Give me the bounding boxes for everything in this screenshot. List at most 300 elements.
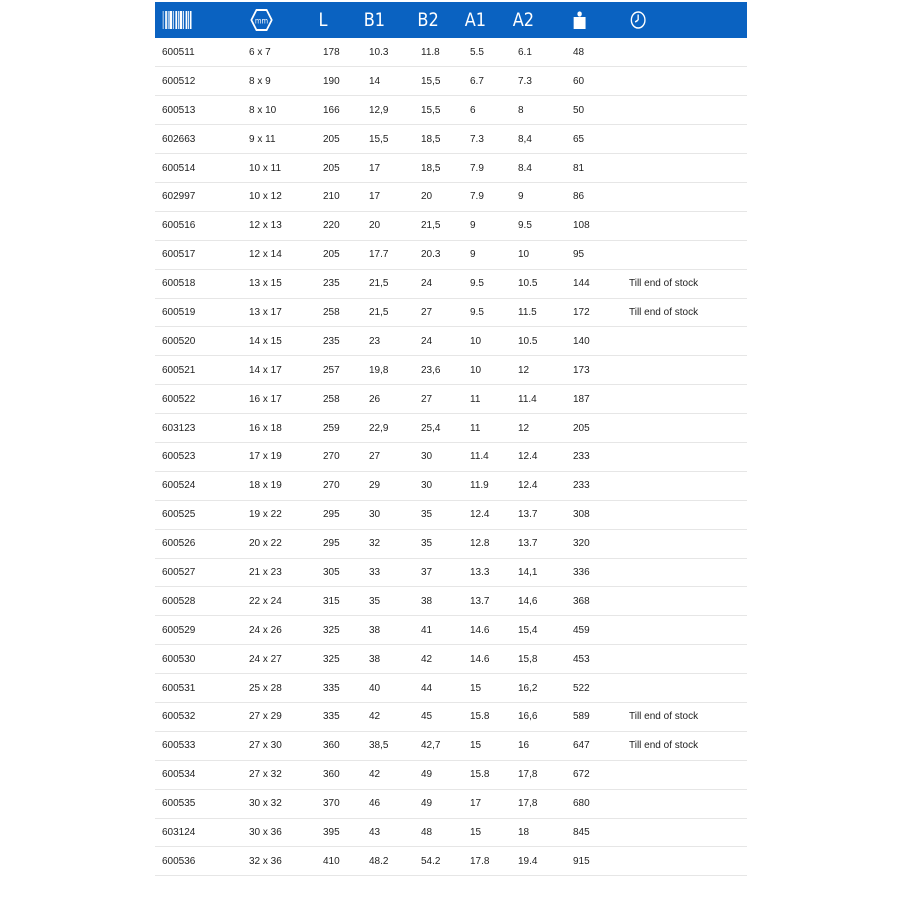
cell-article-number: 600532 — [162, 711, 196, 723]
cell-a1: 10 — [470, 364, 482, 376]
cell-a1: 11 — [470, 422, 481, 434]
cell-b2: 37 — [421, 566, 433, 578]
cell-a2: 10.5 — [518, 335, 538, 347]
cell-b2: 21,5 — [421, 220, 441, 232]
cell-b1: 17 — [369, 191, 381, 203]
cell-availability — [622, 96, 747, 125]
cell-l: 325 — [323, 624, 340, 636]
cell-weight: 187 — [573, 393, 590, 405]
cell-a1: 11.9 — [470, 480, 489, 492]
cell-b2: 44 — [421, 682, 433, 694]
cell-article-number: 600511 — [162, 46, 195, 58]
cell-l: 258 — [323, 306, 340, 318]
cell-article-number: 600526 — [162, 538, 196, 550]
cell-weight: 453 — [573, 653, 590, 665]
cell-a2: 13.7 — [518, 538, 538, 550]
cell-l: 270 — [323, 451, 340, 463]
cell-availability — [622, 645, 747, 674]
cell-availability — [622, 327, 747, 356]
cell-b2: 48 — [421, 826, 433, 838]
cell-a2: 15,4 — [518, 624, 538, 636]
table-row — [155, 789, 747, 818]
cell-weight: 60 — [573, 75, 585, 87]
cell-a2: 19.4 — [518, 855, 538, 867]
cell-a1: 7.3 — [470, 133, 484, 145]
cell-weight: 81 — [573, 162, 585, 174]
cell-weight: 320 — [573, 538, 590, 550]
cell-a1: 12.4 — [470, 509, 490, 521]
cell-b1: 21,5 — [369, 306, 389, 318]
cell-availability — [622, 67, 747, 96]
cell-availability — [622, 587, 747, 616]
cell-a1: 6.7 — [470, 75, 484, 87]
cell-a1: 15 — [470, 682, 482, 694]
cell-availability: Till end of stock — [629, 711, 699, 723]
cell-availability: Till end of stock — [629, 740, 699, 752]
cell-article-number: 600513 — [162, 104, 196, 116]
header-availability — [622, 2, 728, 38]
cell-size: 27 x 30 — [249, 740, 282, 752]
table-row — [155, 645, 747, 674]
cell-a1: 15 — [470, 826, 482, 838]
cell-size: 25 x 28 — [249, 682, 282, 694]
cell-b2: 24 — [421, 278, 433, 290]
cell-a1: 15 — [470, 740, 482, 752]
cell-availability — [622, 760, 747, 789]
cell-size: 27 x 32 — [249, 769, 282, 781]
cell-b1: 38 — [369, 624, 381, 636]
cell-size: 6 x 7 — [249, 46, 271, 58]
cell-article-number: 600512 — [162, 75, 196, 87]
cell-weight: 522 — [573, 682, 590, 694]
cell-a1: 14.6 — [470, 624, 490, 636]
cell-weight: 95 — [573, 249, 585, 261]
table-row — [155, 702, 747, 731]
cell-l: 220 — [323, 220, 340, 232]
table-row — [155, 731, 747, 760]
clock-icon — [630, 10, 647, 30]
cell-availability: Till end of stock — [629, 306, 699, 318]
cell-size: 32 x 36 — [249, 855, 282, 867]
cell-a2: 10 — [518, 249, 530, 261]
cell-a2: 16,6 — [518, 711, 538, 723]
cell-b2: 30 — [421, 480, 433, 492]
table-row — [155, 616, 747, 645]
cell-weight: 233 — [573, 451, 590, 463]
table-row — [155, 298, 747, 327]
cell-a2: 8.4 — [518, 162, 532, 174]
cell-a2: 8,4 — [518, 133, 532, 145]
cell-a2: 13.7 — [518, 509, 538, 521]
cell-l: 360 — [323, 740, 340, 752]
table-row — [155, 471, 747, 500]
cell-b2: 35 — [421, 538, 433, 550]
cell-l: 258 — [323, 393, 340, 405]
cell-b1: 26 — [369, 393, 381, 405]
cell-weight: 845 — [573, 826, 590, 838]
cell-weight: 108 — [573, 220, 590, 232]
cell-b2: 49 — [421, 769, 433, 781]
cell-availability — [622, 558, 747, 587]
cell-b1: 38 — [369, 653, 381, 665]
cell-l: 205 — [323, 133, 340, 145]
table-row — [155, 674, 747, 703]
cell-b1: 40 — [369, 682, 381, 694]
cell-article-number: 600529 — [162, 624, 196, 636]
cell-l: 410 — [323, 855, 340, 867]
spec-table — [155, 2, 747, 876]
cell-l: 166 — [323, 104, 340, 116]
cell-size: 20 x 22 — [249, 538, 282, 550]
cell-availability: Till end of stock — [629, 278, 699, 290]
cell-weight: 915 — [573, 855, 590, 867]
cell-article-number: 600520 — [162, 335, 196, 347]
table-row — [155, 269, 747, 298]
cell-b1: 43 — [369, 826, 381, 838]
cell-size: 10 x 12 — [249, 191, 282, 203]
cell-b2: 27 — [421, 306, 433, 318]
spec-table-container — [155, 2, 747, 876]
table-row — [155, 818, 747, 847]
cell-size: 16 x 17 — [249, 393, 282, 405]
weight-icon — [573, 11, 587, 29]
header-a2: A2 — [512, 9, 535, 31]
cell-b1: 38,5 — [369, 740, 389, 752]
cell-l: 205 — [323, 162, 340, 174]
table-row — [155, 529, 747, 558]
cell-l: 370 — [323, 798, 340, 810]
cell-availability — [622, 125, 747, 154]
cell-b1: 35 — [369, 595, 381, 607]
cell-size: 27 x 29 — [249, 711, 282, 723]
cell-a1: 13.7 — [470, 595, 490, 607]
cell-a1: 13.3 — [470, 566, 490, 578]
cell-l: 210 — [323, 191, 340, 203]
cell-a2: 10.5 — [518, 278, 538, 290]
cell-weight: 50 — [573, 104, 585, 116]
cell-b1: 10.3 — [369, 46, 389, 58]
cell-b2: 27 — [421, 393, 433, 405]
table-row — [155, 500, 747, 529]
cell-a1: 9.5 — [470, 278, 484, 290]
cell-a1: 11 — [470, 393, 481, 405]
cell-a1: 17.8 — [470, 855, 490, 867]
cell-l: 395 — [323, 826, 340, 838]
cell-availability — [622, 356, 747, 385]
cell-b1: 23 — [369, 335, 381, 347]
cell-b2: 15,5 — [421, 75, 441, 87]
cell-article-number: 602663 — [162, 133, 196, 145]
cell-size: 12 x 13 — [249, 220, 282, 232]
cell-a1: 7.9 — [470, 191, 484, 203]
cell-article-number: 600514 — [162, 162, 196, 174]
header-b2: B2 — [417, 9, 439, 31]
cell-b1: 12,9 — [369, 104, 389, 116]
cell-b2: 18,5 — [421, 133, 441, 145]
cell-l: 235 — [323, 335, 340, 347]
hex-nut-mm-icon — [251, 9, 273, 31]
cell-article-number: 600517 — [162, 249, 196, 261]
cell-a1: 5.5 — [470, 46, 484, 58]
cell-size: 9 x 11 — [249, 133, 276, 145]
table-row — [155, 240, 747, 269]
cell-availability — [622, 442, 747, 471]
header-l: L — [318, 9, 328, 31]
cell-weight: 459 — [573, 624, 590, 636]
cell-a1: 9.5 — [470, 306, 484, 318]
cell-b2: 42,7 — [421, 740, 441, 752]
cell-weight: 140 — [573, 335, 590, 347]
cell-article-number: 602997 — [162, 191, 196, 203]
cell-l: 205 — [323, 249, 340, 261]
table-row — [155, 182, 747, 211]
cell-article-number: 600524 — [162, 480, 196, 492]
cell-a2: 6.1 — [518, 46, 532, 58]
cell-a2: 16,2 — [518, 682, 538, 694]
cell-article-number: 600530 — [162, 653, 196, 665]
cell-a2: 17,8 — [518, 798, 538, 810]
cell-availability — [622, 847, 747, 876]
cell-b2: 30 — [421, 451, 433, 463]
cell-weight: 205 — [573, 422, 590, 434]
cell-b2: 25,4 — [421, 422, 441, 434]
cell-l: 270 — [323, 480, 340, 492]
cell-article-number: 600534 — [162, 769, 196, 781]
cell-article-number: 600518 — [162, 278, 196, 290]
cell-b1: 14 — [369, 75, 381, 87]
table-row — [155, 211, 747, 240]
cell-l: 178 — [323, 46, 340, 58]
cell-weight: 48 — [573, 46, 585, 58]
cell-a2: 11.5 — [518, 306, 537, 318]
cell-availability — [622, 616, 747, 645]
table-row — [155, 385, 747, 414]
cell-b1: 20 — [369, 220, 381, 232]
cell-article-number: 600536 — [162, 855, 196, 867]
cell-availability — [622, 38, 747, 67]
cell-b2: 42 — [421, 653, 433, 665]
cell-size: 17 x 19 — [249, 451, 282, 463]
cell-l: 235 — [323, 278, 340, 290]
table-row — [155, 587, 747, 616]
cell-availability — [622, 414, 747, 443]
cell-b2: 54.2 — [421, 855, 441, 867]
cell-size: 13 x 15 — [249, 278, 282, 290]
table-row — [155, 356, 747, 385]
cell-a1: 15.8 — [470, 711, 490, 723]
cell-size: 8 x 9 — [249, 75, 271, 87]
cell-article-number: 603123 — [162, 422, 196, 434]
cell-a2: 14,1 — [518, 566, 538, 578]
cell-a2: 12.4 — [518, 480, 538, 492]
cell-l: 335 — [323, 682, 340, 694]
cell-article-number: 600516 — [162, 220, 196, 232]
cell-size: 19 x 22 — [249, 509, 282, 521]
cell-article-number: 600531 — [162, 682, 196, 694]
cell-a2: 16 — [518, 740, 530, 752]
cell-a1: 12.8 — [470, 538, 490, 550]
cell-a2: 12 — [518, 364, 530, 376]
cell-b2: 15,5 — [421, 104, 441, 116]
table-header-row — [155, 2, 747, 38]
cell-size: 16 x 18 — [249, 422, 282, 434]
cell-b2: 20.3 — [421, 249, 441, 261]
cell-a1: 11.4 — [470, 451, 489, 463]
cell-weight: 144 — [573, 278, 590, 290]
cell-b2: 35 — [421, 509, 433, 521]
cell-weight: 308 — [573, 509, 590, 521]
cell-availability — [622, 211, 747, 240]
cell-l: 335 — [323, 711, 340, 723]
table-row — [155, 558, 747, 587]
cell-b1: 42 — [369, 711, 381, 723]
cell-article-number: 603124 — [162, 826, 196, 838]
cell-b1: 15,5 — [369, 133, 389, 145]
cell-article-number: 600527 — [162, 566, 196, 578]
cell-b2: 11.8 — [421, 46, 440, 58]
cell-b1: 17.7 — [369, 249, 389, 261]
table-row — [155, 847, 747, 876]
table-row — [155, 760, 747, 789]
cell-b1: 29 — [369, 480, 381, 492]
cell-availability — [622, 500, 747, 529]
cell-l: 295 — [323, 538, 340, 550]
cell-weight: 647 — [573, 740, 590, 752]
cell-availability — [622, 818, 747, 847]
cell-size: 24 x 27 — [249, 653, 282, 665]
cell-b1: 48.2 — [369, 855, 389, 867]
header-b1: B1 — [363, 9, 386, 31]
cell-b2: 38 — [421, 595, 433, 607]
cell-b1: 22,9 — [369, 422, 389, 434]
cell-size: 14 x 15 — [249, 335, 282, 347]
cell-b2: 20 — [421, 191, 433, 203]
cell-availability — [622, 154, 747, 183]
cell-l: 257 — [323, 364, 340, 376]
cell-l: 295 — [323, 509, 340, 521]
table-row — [155, 125, 747, 154]
cell-size: 8 x 10 — [249, 104, 277, 116]
table-row — [155, 442, 747, 471]
cell-a2: 15,8 — [518, 653, 538, 665]
cell-a1: 7.9 — [470, 162, 484, 174]
cell-a2: 12 — [518, 422, 530, 434]
cell-size: 21 x 23 — [249, 566, 282, 578]
cell-weight: 233 — [573, 480, 590, 492]
cell-b1: 32 — [369, 538, 381, 550]
table-body — [155, 38, 747, 876]
cell-a1: 15.8 — [470, 769, 490, 781]
cell-size: 24 x 26 — [249, 624, 282, 636]
cell-a1: 9 — [470, 220, 476, 232]
cell-l: 259 — [323, 422, 340, 434]
cell-size: 18 x 19 — [249, 480, 282, 492]
cell-weight: 672 — [573, 769, 590, 781]
cell-b2: 41 — [421, 624, 433, 636]
cell-size: 12 x 14 — [249, 249, 282, 261]
cell-availability — [622, 674, 747, 703]
cell-weight: 589 — [573, 711, 590, 723]
cell-weight: 173 — [573, 364, 590, 376]
table-row — [155, 154, 747, 183]
cell-b1: 30 — [369, 509, 381, 521]
cell-b2: 18,5 — [421, 162, 441, 174]
cell-availability — [622, 529, 747, 558]
cell-article-number: 600523 — [162, 451, 196, 463]
cell-a1: 10 — [470, 335, 482, 347]
cell-article-number: 600533 — [162, 740, 196, 752]
cell-a1: 14.6 — [470, 653, 490, 665]
cell-a2: 9 — [518, 191, 524, 203]
cell-article-number: 600521 — [162, 364, 196, 376]
cell-size: 30 x 36 — [249, 826, 282, 838]
cell-b1: 21,5 — [369, 278, 389, 290]
cell-a1: 17 — [470, 798, 482, 810]
cell-availability — [622, 789, 747, 818]
cell-size: 22 x 24 — [249, 595, 282, 607]
header-weight — [566, 2, 614, 38]
header-article-number — [155, 2, 229, 38]
cell-a2: 18 — [518, 826, 530, 838]
header-a1: A1 — [464, 9, 487, 31]
cell-b1: 42 — [369, 769, 381, 781]
cell-a1: 9 — [470, 249, 476, 261]
cell-article-number: 600522 — [162, 393, 196, 405]
cell-a2: 7.3 — [518, 75, 532, 87]
cell-b1: 27 — [369, 451, 381, 463]
cell-a2: 8 — [518, 104, 524, 116]
cell-b2: 49 — [421, 798, 433, 810]
cell-availability — [622, 385, 747, 414]
cell-b2: 23,6 — [421, 364, 441, 376]
cell-article-number: 600519 — [162, 306, 196, 318]
header-size — [242, 2, 305, 38]
cell-weight: 336 — [573, 566, 590, 578]
cell-weight: 172 — [573, 306, 590, 318]
cell-b1: 17 — [369, 162, 381, 174]
cell-l: 360 — [323, 769, 340, 781]
cell-size: 30 x 32 — [249, 798, 282, 810]
table-row — [155, 414, 747, 443]
cell-l: 315 — [323, 595, 340, 607]
cell-size: 14 x 17 — [249, 364, 282, 376]
cell-weight: 65 — [573, 133, 585, 145]
cell-size: 13 x 17 — [249, 306, 282, 318]
cell-a2: 17,8 — [518, 769, 538, 781]
barcode-icon — [163, 11, 192, 29]
cell-a1: 6 — [470, 104, 476, 116]
cell-availability — [622, 182, 747, 211]
cell-b2: 45 — [421, 711, 433, 723]
cell-l: 190 — [323, 75, 340, 87]
cell-weight: 86 — [573, 191, 585, 203]
cell-a2: 12.4 — [518, 451, 538, 463]
cell-b1: 46 — [369, 798, 381, 810]
cell-weight: 368 — [573, 595, 590, 607]
cell-article-number: 600535 — [162, 798, 196, 810]
nut-icon-text: mm — [254, 15, 269, 26]
cell-article-number: 600525 — [162, 509, 196, 521]
cell-a2: 14,6 — [518, 595, 538, 607]
table-row — [155, 327, 747, 356]
cell-b2: 24 — [421, 335, 433, 347]
table-row — [155, 96, 747, 125]
cell-b1: 19,8 — [369, 364, 389, 376]
table-row — [155, 67, 747, 96]
cell-a2: 11.4 — [518, 393, 537, 405]
cell-b1: 33 — [369, 566, 381, 578]
cell-a2: 9.5 — [518, 220, 532, 232]
